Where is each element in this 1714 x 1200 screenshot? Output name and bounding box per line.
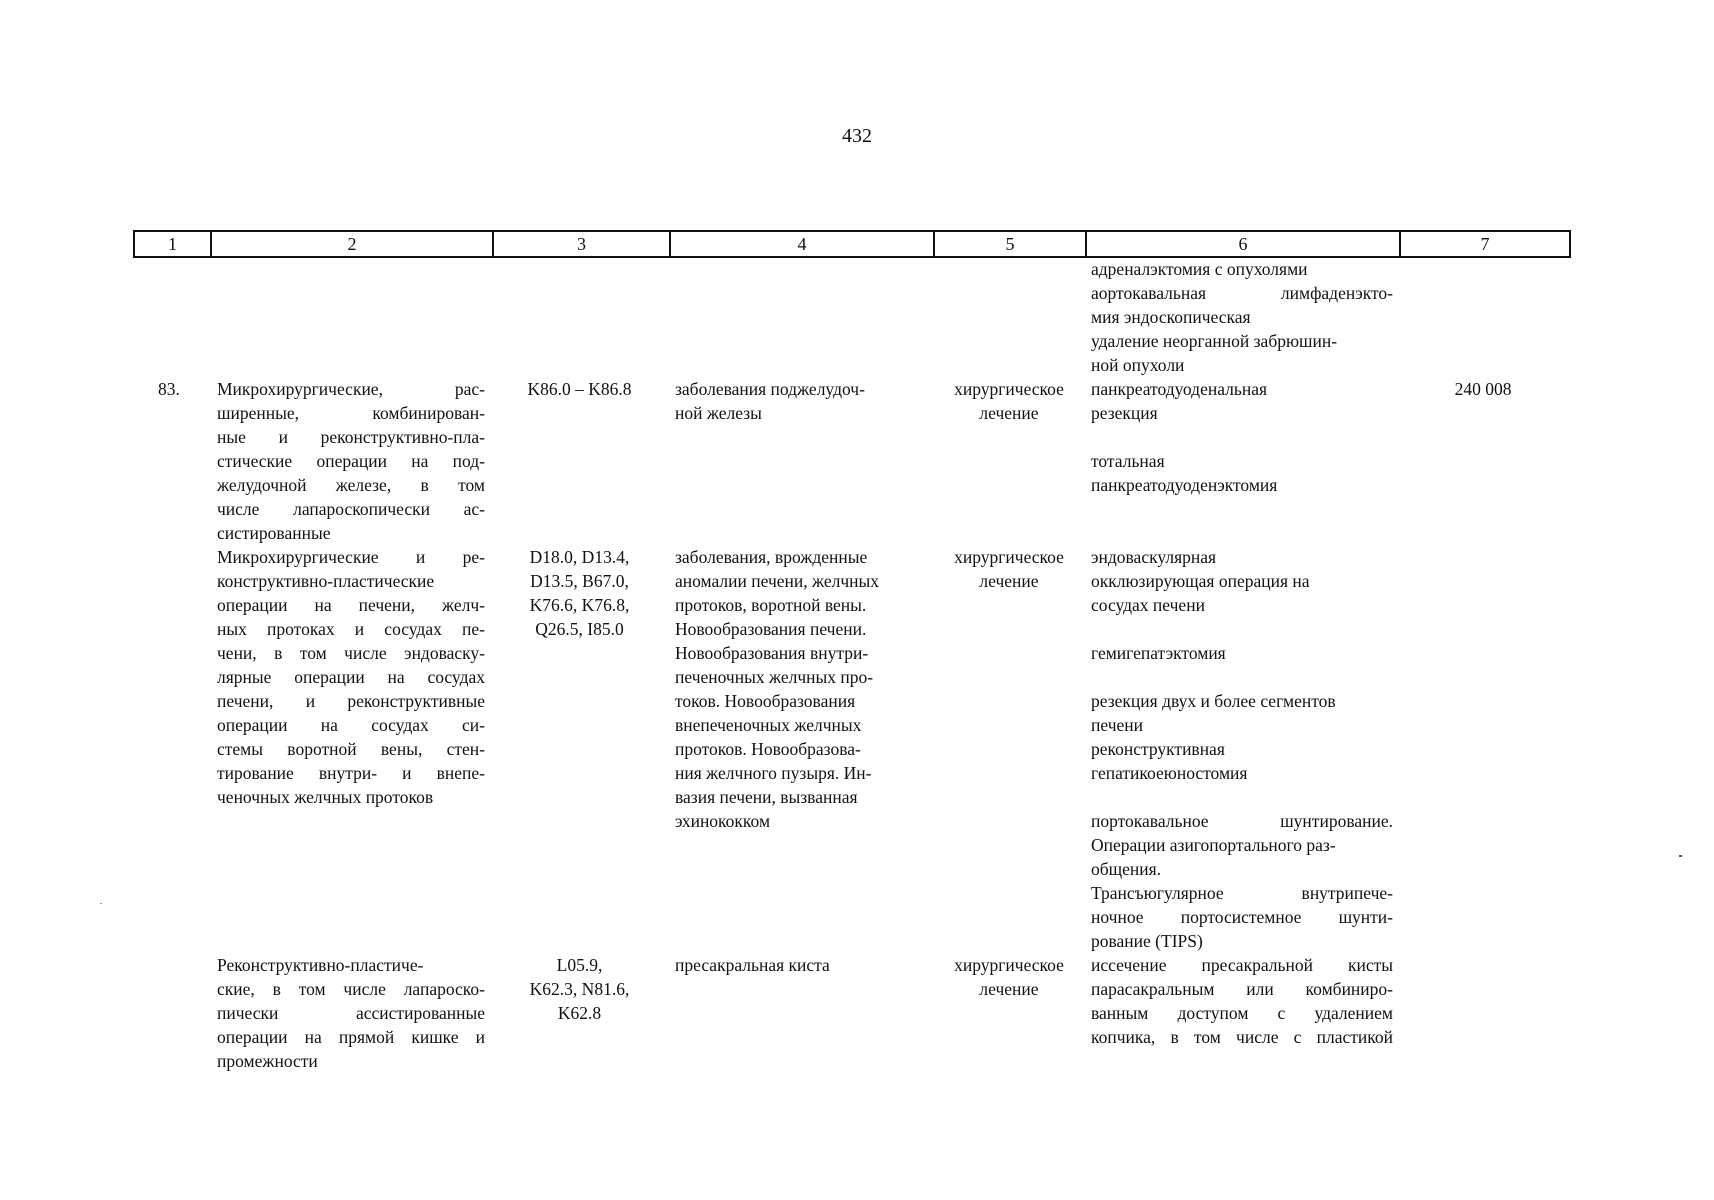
text-line: Q26.5, I85.0: [535, 619, 624, 639]
text-line: стемы воротной вены, стен-: [217, 739, 485, 759]
text-line: операции на печени, желч-: [217, 595, 485, 615]
text-line: хирургическое: [954, 955, 1064, 975]
text-line: Трансъюгулярное внутрипече-: [1091, 883, 1393, 903]
text-line: тирование внутри- и внепе-: [217, 763, 485, 783]
text-line: числе лапароскопически ас-: [217, 499, 485, 519]
row-liver-group-name: [217, 545, 485, 809]
text-line: парасакральным или комбиниро-: [1091, 979, 1393, 999]
text-line: аортокавальная лимфаденэкто-: [1091, 283, 1393, 303]
header-col-7: 7: [1399, 230, 1571, 258]
spacer: [1091, 785, 1393, 809]
continuation-methods: [1091, 257, 1393, 377]
text-line: панкреатодуоденальная: [1091, 379, 1268, 399]
text-line: Новообразования внутри-: [675, 643, 869, 663]
text-line: L05.9,: [556, 955, 603, 975]
text-line: гепатикоеюностомия: [1091, 763, 1248, 783]
spacer: [1091, 617, 1393, 641]
text-line: заболевания поджелудоч-: [675, 379, 865, 399]
text-line: лечение: [979, 403, 1039, 423]
spacer: [1091, 665, 1393, 689]
text-line: ные и реконструктивно-пла-: [217, 427, 485, 447]
text-line: ские, в том числе лапароско-: [217, 979, 485, 999]
text-line: протоков. Новообразова-: [675, 739, 861, 759]
row-rectum-group-name: [217, 953, 485, 1073]
text-line: D18.0, D13.4,: [529, 547, 630, 567]
text-line: резекция двух и более сегментов: [1091, 691, 1336, 711]
text-line: ния желчного пузыря. Ин-: [675, 763, 872, 783]
text-line: портокавальное шунтирование.: [1091, 811, 1393, 831]
header-col-5: 5: [933, 230, 1085, 258]
text-line: систированные: [217, 523, 331, 543]
text-line: панкреатодуоденэктомия: [1091, 475, 1278, 495]
row-liver-methods: [1091, 545, 1393, 953]
text-line: K62.3, N81.6,: [529, 979, 630, 999]
row-83-icd-codes: [492, 377, 667, 401]
text-line: гемигепатэктомия: [1091, 643, 1226, 663]
text-line: Микрохирургические и ре-: [217, 547, 485, 567]
row-rectum-methods: [1091, 953, 1393, 1049]
text-line: K62.8: [557, 1003, 602, 1023]
text-line: операции на сосудах си-: [217, 715, 485, 735]
scan-speck: [100, 903, 102, 904]
text-line: лечение: [979, 979, 1039, 999]
text-line: печени: [1091, 715, 1143, 735]
text-line: ных протоках и сосудах пе-: [217, 619, 485, 639]
page-number: 432: [842, 125, 872, 147]
row-rectum-icd-codes: [492, 953, 667, 1025]
text-line: сосудах печени: [1091, 595, 1205, 615]
text-line: протоков, воротной вены.: [675, 595, 867, 615]
text-line: ченочных желчных протоков: [217, 787, 434, 807]
text-line: резекция: [1091, 403, 1158, 423]
text-line: токов. Новообразования: [675, 691, 856, 711]
header-col-2: 2: [210, 230, 492, 258]
text-line: хирургическое: [954, 547, 1064, 567]
text-line: Микрохирургические, рас-: [217, 379, 485, 399]
text-line: лярные операции на сосудах: [217, 667, 485, 687]
text-line: аномалии печени, желчных: [675, 571, 880, 591]
text-line: окклюзирующая операция на: [1091, 571, 1310, 591]
text-line: печени, и реконструктивные: [217, 691, 485, 711]
text-line: ширенные, комбинирован-: [217, 403, 485, 423]
spacer: [1091, 425, 1393, 449]
row-83-treatment-type: [933, 377, 1085, 425]
text-line: удаление неорганной забрюшин-: [1091, 331, 1338, 351]
row-83-diagnosis: [675, 377, 927, 425]
text-line: общения.: [1091, 859, 1162, 879]
text-line: операции на прямой кишке и: [217, 1027, 485, 1047]
text-line: внепеченочных желчных: [675, 715, 862, 735]
text-line: ночное портосистемное шунти-: [1091, 907, 1393, 927]
text-line: K86.0 – K86.8: [527, 379, 632, 399]
text-line: адреналэктомия с опухолями: [1091, 259, 1308, 279]
text-line: желудочной железе, в том: [217, 475, 485, 495]
text-line: промежности: [217, 1051, 318, 1071]
header-col-6: 6: [1085, 230, 1399, 258]
text-line: хирургическое: [954, 379, 1064, 399]
text-line: реконструктивная: [1091, 739, 1225, 759]
row-liver-treatment-type: [933, 545, 1085, 593]
text-line: Реконструктивно-пластиче-: [217, 955, 424, 975]
text-line: Новообразования печени.: [675, 619, 867, 639]
text-line: мия эндоскопическая: [1091, 307, 1251, 327]
text-line: K76.6, K76.8,: [529, 595, 630, 615]
text-line: эхинококком: [675, 811, 771, 831]
row-number: 83.: [158, 379, 180, 399]
text-line: печеночных желчных про-: [675, 667, 874, 687]
row-83-methods: [1091, 377, 1393, 497]
header-col-4: 4: [669, 230, 933, 258]
row-liver-diagnosis: [675, 545, 927, 833]
row-83-cost: 240 008: [1454, 379, 1512, 399]
header-col-3: 3: [492, 230, 669, 258]
text-line: чени, в том числе эндоваску-: [217, 643, 485, 663]
text-line: пически ассистированные: [217, 1003, 485, 1023]
header-col-1: 1: [133, 230, 210, 258]
text-line: иссечение пресакральной кисты: [1091, 955, 1393, 975]
text-line: заболевания, врожденные: [675, 547, 868, 567]
text-line: вазия печени, вызванная: [675, 787, 858, 807]
row-liver-icd-codes: [492, 545, 667, 641]
text-line: тотальная: [1091, 451, 1165, 471]
text-line: эндоваскулярная: [1091, 547, 1217, 567]
text-line: ной железы: [675, 403, 762, 423]
text-line: копчика, в том числе с пластикой: [1091, 1027, 1393, 1047]
row-rectum-diagnosis: [675, 953, 927, 977]
text-line: конструктивно-пластические: [217, 571, 435, 591]
text-line: ной опухоли: [1091, 355, 1185, 375]
text-line: D13.5, B67.0,: [530, 571, 629, 591]
scan-speck: [1679, 855, 1682, 857]
text-line: стические операции на под-: [217, 451, 485, 471]
text-line: пресакральная киста: [675, 955, 830, 975]
text-line: рование (TIPS): [1091, 931, 1203, 951]
text-line: Операции азигопортального раз-: [1091, 835, 1336, 855]
row-rectum-treatment-type: [933, 953, 1085, 1001]
text-line: лечение: [979, 571, 1039, 591]
text-line: ванным доступом с удалением: [1091, 1003, 1393, 1023]
row-83-group-name: [217, 377, 485, 545]
